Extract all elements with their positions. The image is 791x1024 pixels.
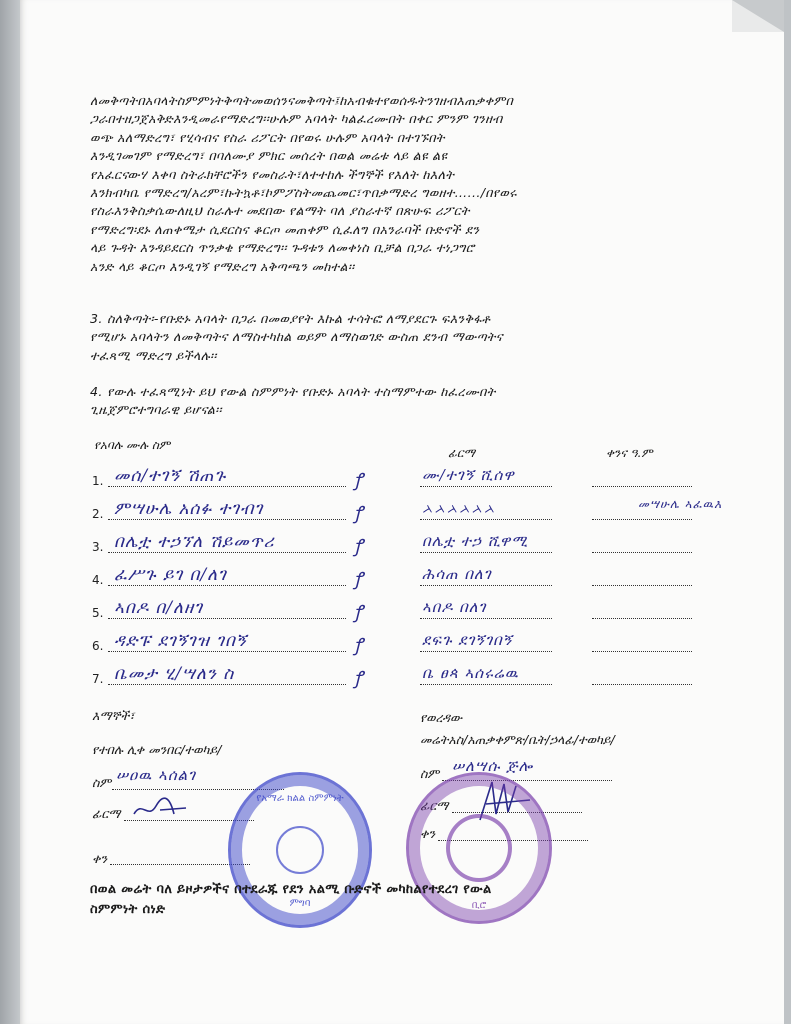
member-date-handwriting: መሣሁሌ ኣፈዉእ <box>638 497 723 511</box>
text-line: ወጭ አለማድረግ፣ የሂሳብና የስራ ሪፖርት በየወሩ ሁሉም አባላት በተገኙበት <box>90 129 445 145</box>
member-name-handwriting: በሌቷ ተኃኘለ ሽይመጥሪ <box>114 532 275 552</box>
header-signature: ፊርማ <box>448 446 476 460</box>
officer-sign-label: ፊርማ <box>420 798 449 813</box>
text-line: ላይ ጉዳት እንዳይደርስ ጥንቃቄ የማድረግ፡፡ ጉዳቱን ለመቀነስ ቢቻል በጋራ ተነጋግሮ <box>90 240 475 256</box>
table-row <box>92 664 722 690</box>
paragraph-effectiveness <box>90 383 710 420</box>
text-line: አንድ ላይ ቆርጦ እንዲገኝ የማድረግ አቅጣጫን መከተል፡፡ <box>90 258 355 274</box>
table-row <box>92 565 722 591</box>
text-line: እንክብካቤ የማድረግ/አረም፣ኩትኳቶ፣ኮምፖስትመጨመር፣ጥበቃማድረ ግወዘተ….../በየወሩ <box>90 185 517 201</box>
text-line: የሚሆኑ አባላትን ለመቅጣትና ለማስተካከል ወይም ለማስወገድ ውስጠ ደንብ ማውጣትና <box>90 329 503 345</box>
received-by-label: የተበሉ ሊቀ መንበር/ተወካይ/ <box>92 742 222 757</box>
land-office-label: መሬትአስ/አጠቃቀምጽ/ቤት/ኃላፊ/ተወካይ/ <box>420 732 615 747</box>
table-row <box>92 631 722 657</box>
officer-name-label: ስም <box>420 766 440 781</box>
name-line <box>108 618 346 619</box>
signature-line <box>420 684 552 685</box>
member-signature-handwriting: ሙ/ተገኝ ሺሰዋ <box>422 466 515 484</box>
date-line <box>592 519 692 520</box>
member-name-handwriting: ፈሥጉ ይገ በ/ለገ <box>114 565 227 585</box>
title-line: በወል መሬት ባለ ይዞታዎችና በተደራጁ የደን አልሚ ቡድኖች መካከልየተደረገ የውል <box>90 882 492 897</box>
member-name-handwriting: ኣበዶ በ/ለዘገ <box>114 598 203 618</box>
officer-name-handwriting: ሠለሣሱ ጅሎ <box>452 757 534 775</box>
row-number: 2. <box>92 507 104 521</box>
member-mark: ꝭ <box>354 470 363 491</box>
witness-date-label: ቀን <box>92 851 108 866</box>
header-member-name: የአባሉ ሙሉ ስም <box>94 438 171 452</box>
name-line <box>108 552 346 553</box>
signature-line <box>420 585 552 586</box>
date-line <box>592 651 692 652</box>
document-title <box>90 880 730 920</box>
date-line <box>592 486 692 487</box>
member-signature-handwriting: ቤ ፀጳ ኣሰሩሬዉ <box>422 664 519 682</box>
text-line: ተፈጻሚ ማድረግ ይችላሉ፡፡ <box>90 347 217 363</box>
text-line: ጊዜጀምሮተግባራዊ ይሆናል፡፡ <box>90 402 222 418</box>
row-number: 5. <box>92 606 104 620</box>
text-line: የስራእንቅስቃሴውለዚህ ስራሉተ መደበው የልማት ባለ ያስራተኛ በጽሁፍ ሪፖርት <box>90 203 470 219</box>
title-line: ስምምነት ሰነድ <box>90 902 166 917</box>
date-line <box>592 684 692 685</box>
seal-ring-text: ቢሮ <box>471 900 487 911</box>
witness-sign-label: ፊርማ <box>92 806 121 821</box>
member-name-handwriting: ቤመታ ሂ/ሣለን ስ <box>114 664 235 684</box>
date-line <box>592 585 692 586</box>
table-row <box>92 497 723 525</box>
member-mark: ꝭ <box>354 668 363 689</box>
member-mark: ꝭ <box>354 635 363 656</box>
witness-signature <box>130 796 190 822</box>
name-line <box>108 585 346 586</box>
text-line: 4. የውሉ ተፈጻሚነት ይህ የውል ስምምነት የቡድኑ አባላት ተስማምተው ከፈረሙበት <box>90 384 496 399</box>
row-number: 3. <box>92 540 104 554</box>
signature-line <box>420 618 552 619</box>
member-signature-handwriting: በሌቷ ተኃ ሺዋሚ <box>422 532 529 550</box>
signature-line <box>420 486 552 487</box>
member-mark: ꝭ <box>354 536 363 557</box>
row-number: 6. <box>92 639 104 653</box>
member-name-handwriting: ምሣሁሌ አሰፉ ተገብገ <box>114 499 264 519</box>
member-name-handwriting: ዳድፑ ደገኝገዝ ገበኝ <box>114 631 247 651</box>
table-row <box>92 532 722 558</box>
table-row <box>92 598 722 624</box>
table-row <box>92 466 722 492</box>
member-mark: ꝭ <box>354 569 363 590</box>
signature-line <box>420 651 552 652</box>
woreda-heading: የወረዳው <box>420 710 463 725</box>
signature-line <box>420 552 552 553</box>
witnesses-heading: እማኞች፣ <box>92 708 135 723</box>
seal-ring-text: የአማራ ክልል ስምምነት <box>256 793 344 804</box>
witness-name-handwriting: ሠዐዉ ኣሰልገ <box>116 766 196 784</box>
row-number: 7. <box>92 672 104 686</box>
page-corner-fold <box>732 0 784 32</box>
signature-line <box>420 519 552 520</box>
text-line: እንዲገመገም የማድረግ፣ በባለሙያ ምክር መሰረት በወል መሬቱ ላይ ልዩ ልዩ <box>90 148 448 164</box>
text-line: 3. ስለቅጣት፡-የቡድኑ አባላት በጋራ በመወያየት እኩል ተሳትፎ ለማያደርጉ ፍእንቅፋቶ <box>90 311 491 326</box>
date-line <box>592 552 692 553</box>
text-line: ጋራበተዘጋጀአቅድእንዲመራየማድረግ፡፡ሁሉም አባላት ካልፈረሙበት በቀር ምንም ገንዘብ <box>90 111 503 127</box>
member-signature-handwriting: ኣበዶ በለገ <box>422 598 487 616</box>
member-name-handwriting: መሰ/ተገኝ ሽጠጉ <box>114 466 227 486</box>
row-number: 1. <box>92 474 104 488</box>
name-line <box>108 486 346 487</box>
text-line: የማድረግ፡ደኑ ለጠቀሜታ ሲደርስና ቆርጦ መጠቀም ሲፈለግ በአንራባች ቡድኖች ደን <box>90 221 480 237</box>
seal-center-text: ምግባ <box>289 898 311 909</box>
witness-name-label: ስም <box>92 775 112 790</box>
name-line <box>108 651 346 652</box>
member-signature-handwriting: ደፍጉ ደገኝገበኝ <box>422 631 513 649</box>
date-line <box>592 618 692 619</box>
member-mark: ꝭ <box>354 503 363 524</box>
member-mark: ꝭ <box>354 602 363 623</box>
header-date: ቀንና ዓ.ም <box>606 446 653 460</box>
text-line: ለመቅጣትበአባላትስምምነትቅጣትመወሰንናመቅጣት፤ከአብቁተየወሰዱትንገዘብእጠቃቀምበ <box>90 93 514 108</box>
row-number: 4. <box>92 573 104 587</box>
officer-date-label: ቀን <box>420 826 436 841</box>
member-signature-handwriting: ሕሳጠ በለገ <box>422 565 492 583</box>
name-line <box>108 519 346 520</box>
paragraph-penalty <box>90 310 710 365</box>
name-line <box>108 684 346 685</box>
scan-edge <box>0 0 22 1024</box>
paragraph-duties <box>90 92 710 276</box>
text-line: የአፈርናውሃ እቀባ ስትራክቸሮችን የመስራት፣ለተተከሉ ችግኞች የእለት ከእለት <box>90 166 455 182</box>
member-signature-handwriting: ᨂᨂᨂᨂᨂᨂ <box>422 499 497 517</box>
